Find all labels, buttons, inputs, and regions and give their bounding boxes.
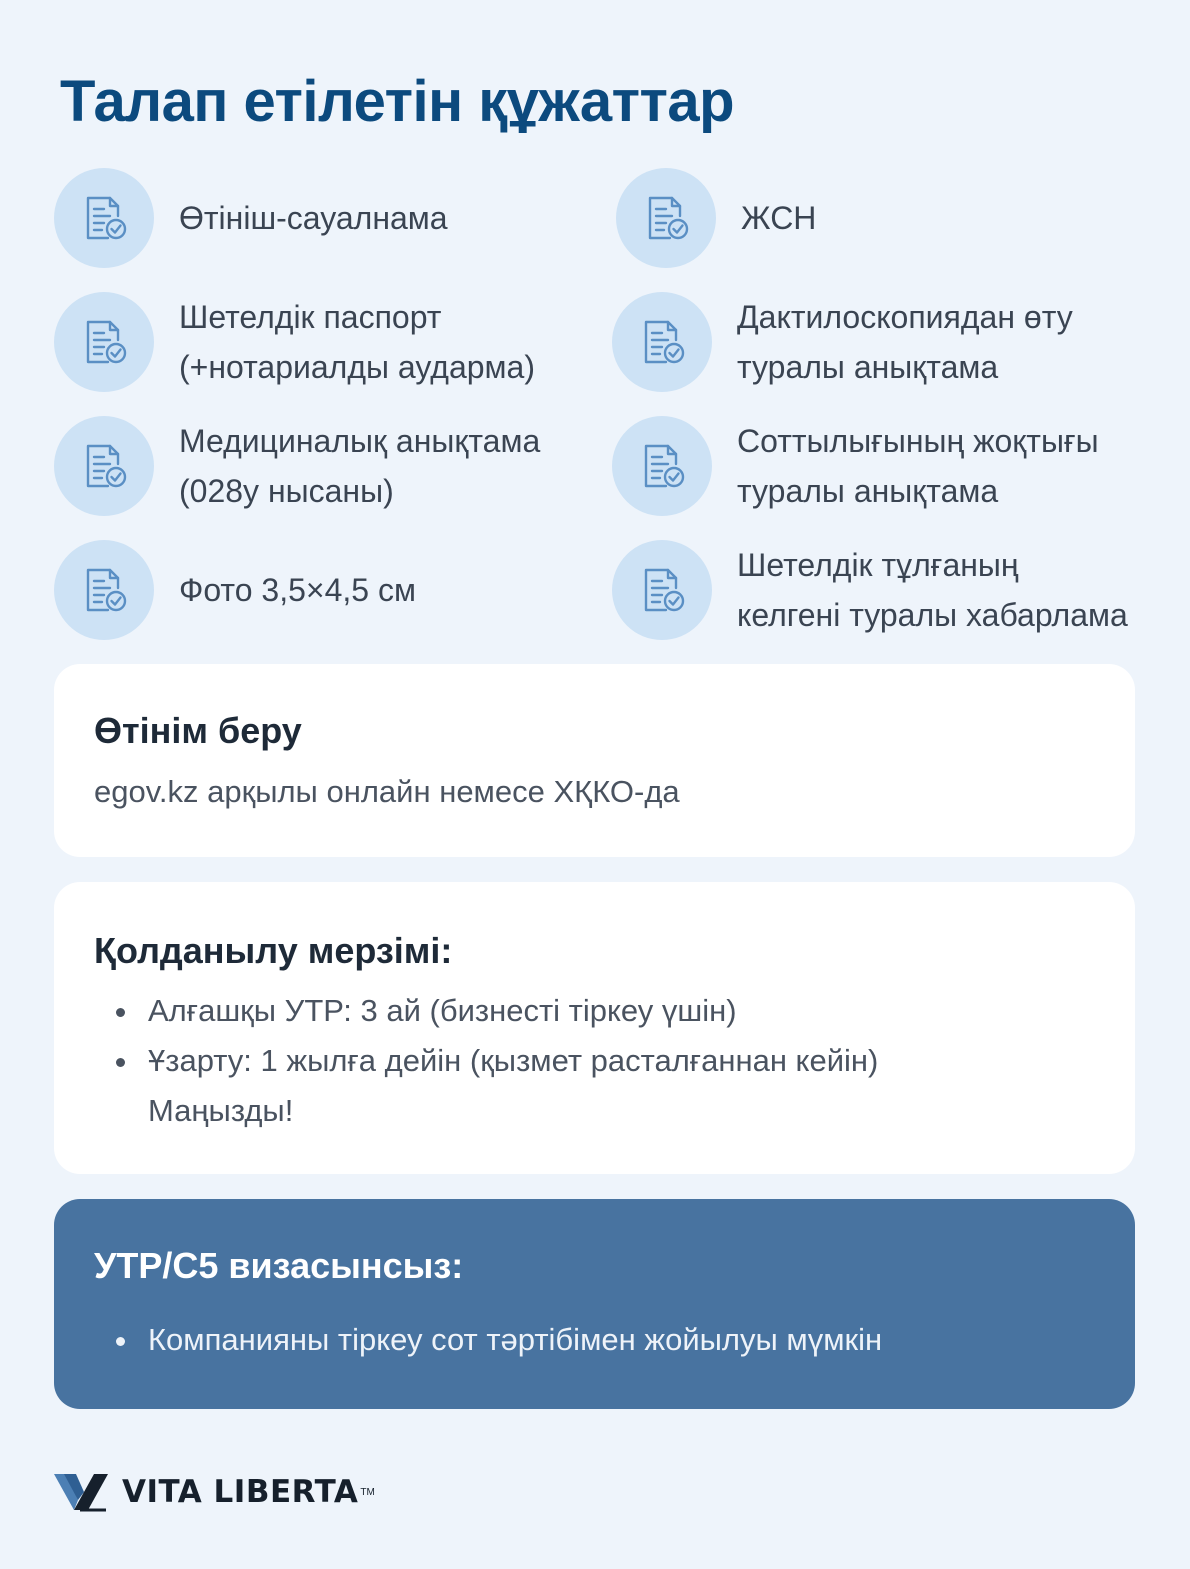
validity-heading: Қолданылу мерзімі: [94, 930, 453, 971]
application-text: egov.kz арқылы онлайн немесе ХҚКО-да [94, 774, 680, 809]
document-label: Медициналық анықтама (028у нысаны) [179, 423, 541, 509]
document-check-icon [54, 292, 154, 392]
validity-note: Маңызды! [148, 1093, 294, 1128]
document-item [612, 540, 1128, 640]
validity-list [94, 986, 1095, 1086]
document-check-icon [54, 168, 154, 268]
document-item [616, 168, 816, 268]
document-label: Фото 3,5×4,5 см [179, 572, 416, 608]
trademark-mark: TM [360, 1486, 375, 1498]
page-title: Талап етілетін құжаттар [60, 69, 735, 134]
document-item [54, 416, 540, 516]
document-check-icon [54, 540, 154, 640]
document-check-icon [612, 292, 712, 392]
vita-liberta-logo-icon [54, 1470, 110, 1514]
document-label: Шетелдік паспорт (+нотариалды аударма) [179, 299, 535, 385]
document-check-icon [54, 416, 154, 516]
document-label: Өтініш-сауалнама [179, 200, 448, 236]
validity-item: Ұзарту: 1 жылға дейін (қызмет расталғаннан кейін) [94, 1036, 1095, 1086]
validity-item: Алғашқы УТР: 3 ай (бизнесті тіркеу үшін) [94, 986, 1095, 1036]
document-item [612, 292, 1073, 392]
application-heading: Өтінім беру [94, 710, 302, 751]
document-label: Соттылығының жоқтығы туралы анықтама [737, 423, 1099, 509]
brand-name: VITA LIBERTA [122, 1474, 359, 1510]
warning-heading: УТР/С5 визасынсыз: [94, 1245, 464, 1286]
validity-card [54, 882, 1135, 1174]
document-label: Шетелдік тұлғаның келгені туралы хабарлама [737, 547, 1128, 633]
document-item [612, 416, 1099, 516]
document-item [54, 168, 448, 268]
document-label: Дактилоскопиядан өту туралы анықтама [737, 299, 1073, 385]
warning-item: Компанияны тіркеу сот тәртібімен жойылуы мүмкін [94, 1315, 1095, 1365]
document-item [54, 540, 416, 640]
application-card [54, 664, 1135, 857]
document-item [54, 292, 535, 392]
document-check-icon [612, 416, 712, 516]
warning-card [54, 1199, 1135, 1409]
document-label: ЖСН [741, 200, 817, 236]
document-check-icon [612, 540, 712, 640]
brand-logo [54, 1470, 375, 1514]
warning-list [94, 1315, 1095, 1365]
document-check-icon [616, 168, 716, 268]
